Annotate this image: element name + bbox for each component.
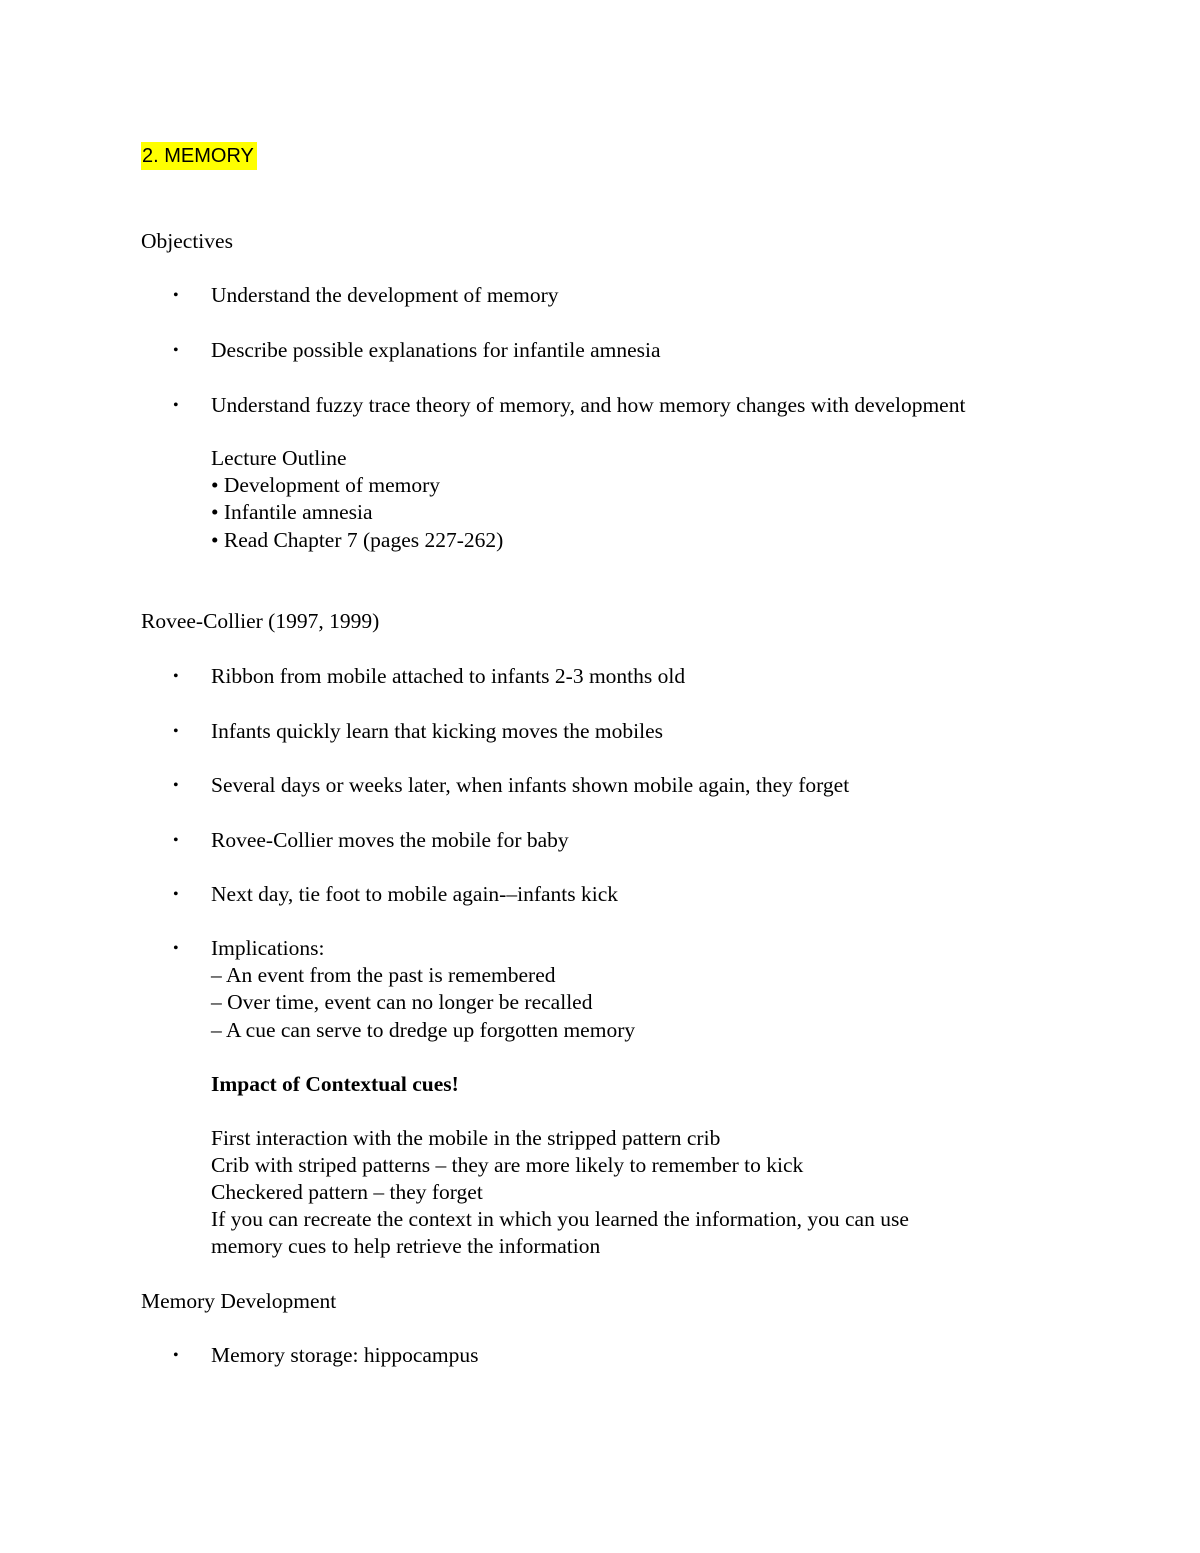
list-item: Understand the development of memory [211,283,559,307]
bullet-icon: • [173,287,179,304]
bullet-icon: • [173,397,179,414]
bullet-icon: • [173,668,179,685]
bullet-icon: • [173,832,179,849]
contextual-line: If you can recreate the context in which you learned the information, you can use [211,1207,909,1231]
bullet-icon: • [173,940,179,957]
implication-line: – An event from the past is remembered [211,963,556,987]
list-item: Memory storage: hippocampus [211,1343,479,1367]
implication-line: – A cue can serve to dredge up forgotten memory [211,1018,636,1042]
list-item: Understand fuzzy trace theory of memory, and how memory changes with development [211,393,966,417]
list-item: Infants quickly learn that kicking moves the mobiles [211,719,663,743]
bullet-icon: • [173,777,179,794]
contextual-line: Crib with striped patterns – they are more likely to remember to kick [211,1153,804,1177]
lecture-outline-heading: Lecture Outline [211,446,347,470]
list-item: Implications: [211,936,325,960]
list-item: Next day, tie foot to mobile again-–infants kick [211,882,618,906]
implication-line: – Over time, event can no longer be recalled [211,990,593,1014]
lecture-outline-item: • Infantile amnesia [211,500,373,524]
lecture-outline-item: • Read Chapter 7 (pages 227-262) [211,528,504,552]
contextual-line: Checkered pattern – they forget [211,1180,483,1204]
section-heading-objectives: Objectives [141,229,233,253]
section-heading-rovee-collier: Rovee-Collier (1997, 1999) [141,609,380,633]
contextual-line: memory cues to help retrieve the information [211,1234,601,1258]
list-item: Ribbon from mobile attached to infants 2-3 months old [211,664,686,688]
contextual-cues-heading: Impact of Contextual cues! [211,1072,459,1096]
bullet-icon: • [173,886,179,903]
lecture-outline-item: • Development of memory [211,473,441,497]
list-item: Rovee-Collier moves the mobile for baby [211,828,569,852]
page-title: 2. MEMORY [141,142,257,170]
bullet-icon: • [173,723,179,740]
bullet-icon: • [173,1347,179,1364]
contextual-line: First interaction with the mobile in the stripped pattern crib [211,1126,721,1150]
section-heading-memory-development: Memory Development [141,1289,337,1313]
bullet-icon: • [173,342,179,359]
list-item: Several days or weeks later, when infants shown mobile again, they forget [211,773,850,797]
list-item: Describe possible explanations for infantile amnesia [211,338,661,362]
